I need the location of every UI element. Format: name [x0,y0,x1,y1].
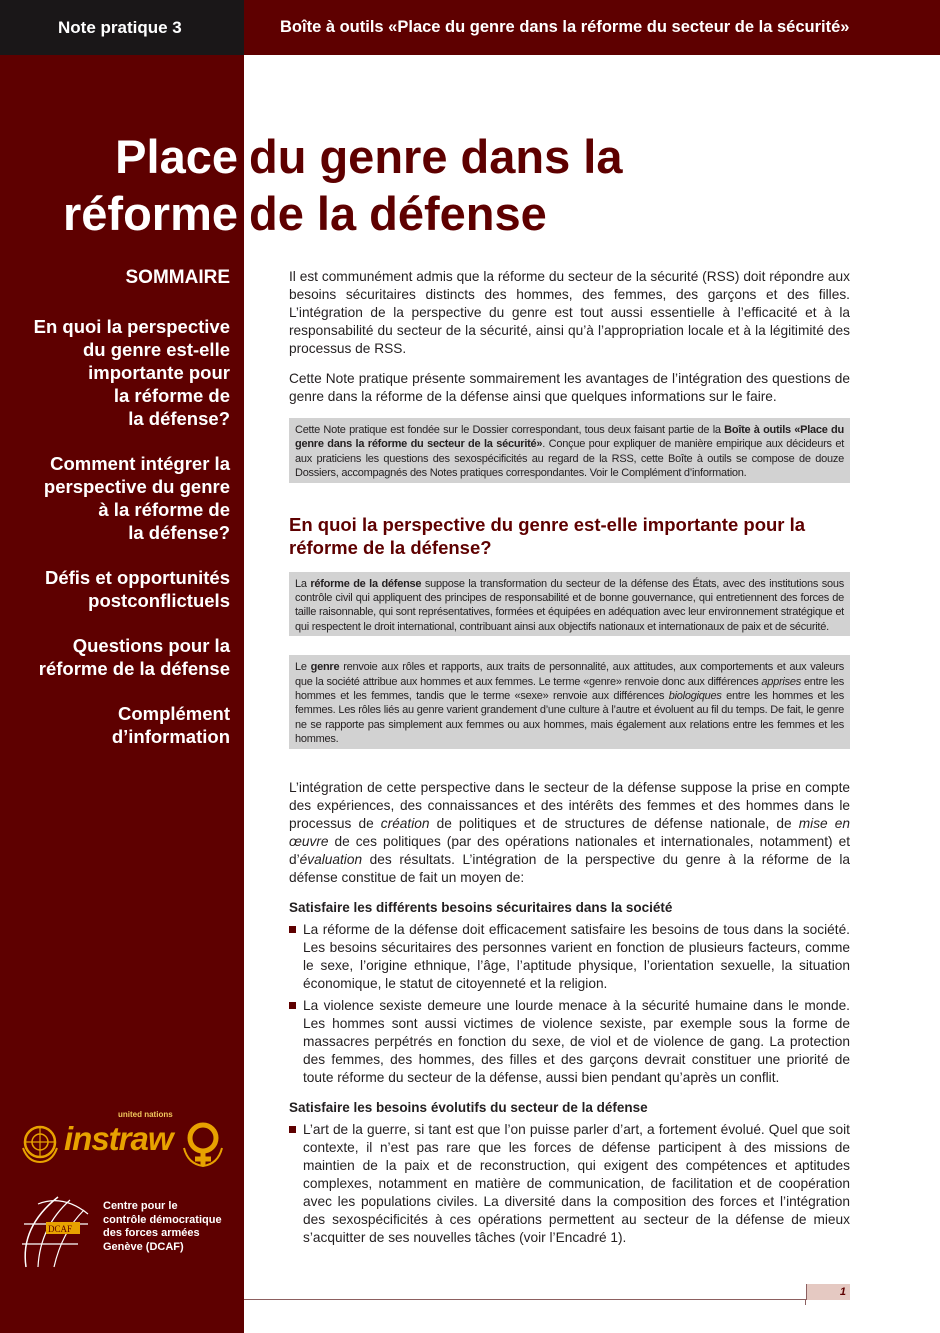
subheading-security-needs: Satisfaire les différents besoins sécuritaires dans la société [289,899,673,915]
main-content [289,268,850,1251]
toc-item-integration[interactable]: Comment intégrer la perspective du genre à la réforme de la défense? [43,453,230,543]
toc-item-challenges[interactable]: Défis et opportunités postconflictuels [44,567,230,611]
dcaf-globe-icon [18,1192,98,1272]
section-heading-importance: En quoi la perspective du genre est-elle importante pour la réforme de la défense? [289,513,806,558]
page-title-right [249,128,622,242]
toc-item-questions[interactable]: Questions pour la réforme de la défense [38,635,230,679]
bullet-square-icon [289,1002,296,1009]
page-number: 1 [806,1284,850,1300]
dcaf-name: Centre pour le contrôle démocratique des forces armées Genève (DCAF) [103,1200,222,1253]
list-item: La violence sexiste demeure une lourde menace à la sécurité humaine dans le monde. Les hommes sont aussi victimes de violence sexiste, par exemple sous la forme de massacres perpétrés en fonction du sexe, de viol et de violence de gang. La protection des femmes, des hommes, des filles et des garçons devrait constituer une priorité de toute réforme du secteur de la défense, aussi bien pendant qu’après un conflit. [289,997,850,1087]
definition-gender-box: Le genre renvoie aux rôles et rapports, aux traits de personnalité, aux attitudes, aux comportements et aux valeurs que la société attribue aux hommes et aux femmes. Le terme «genre» renvoie donc aux différences apprises entre les hommes et les femmes, tandis que le terme «sexe» renvoie aux différences biologiques entre les hommes et les femmes. Les rôles liés au genre varient grandement d’une culture à l’autre et évoluent au fil du temps. De fait, le genre ne se rapporte pas simplement aux femmes ou aux hommes, mais également aux relations entre les femmes et les hommes. [289,655,850,748]
subheading-evolving-needs: Satisfaire les besoins évolutifs du secteur de la défense [289,1099,648,1115]
instraw-logo [20,1110,225,1170]
note-label: Note pratique 3 [0,0,244,55]
footer-rule [244,1299,850,1300]
title-word-place: Place [115,130,238,183]
toc-heading: SOMMAIRE [125,267,230,288]
intro-paragraph-2: Cette Note pratique présente sommairement les avantages de l’intégration des questions de genre dans la réforme de la défense ainsi que quelques informations sur le faire. [289,371,850,404]
title-line-1: du genre dans la [249,130,623,183]
toolkit-note-box: Cette Note pratique est fondée sur le Dossier correspondant, tous deux faisant partie de la Boîte à outils «Place du genre dans la réforme du secteur de la sécurité». Conçue pour expliquer de manière empirique aux décideurs et aux praticiens les questions des sexospécificités au regard de la RSS, cette Boîte à outils se compose de douze Dossiers, accompagnés des Notes pratiques correspondantes. Voir le Complément d’information. [289,418,850,483]
dcaf-acronym: DCAF [48,1224,73,1234]
instraw-small-label: united nations [118,1110,173,1119]
intro-paragraph-1: Il est communément admis que la réforme du secteur de la sécurité (RSS) doit répondre aux besoins sécuritaires distincts des hommes, des femmes, des garçons et des filles. L’intégration de la perspective du genre est tout aussi essentielle à l’efficacité et à la responsabilité du secteur de la sécurité, ainsi qu’à l’appropriation locale et à la légitimité des processus de RSS. [289,269,850,356]
table-of-contents [0,266,230,770]
toc-item-further-info[interactable]: Complément d’information [111,703,230,747]
instraw-wordmark: instraw [64,1120,173,1157]
title-word-reforme: réforme [62,187,238,240]
toolkit-title: Boîte à outils «Place du genre dans la réforme du secteur de la sécurité» [244,0,940,55]
page-title-left [63,128,238,242]
title-line-2: de la défense [249,187,547,240]
definition-defence-reform-box: La réforme de la défense suppose la transformation du secteur de la défense des États, avec des institutions sous contrôle civil qui appliquent des principes de responsabilité et de bonne gouvernance, qui entretiennent des forces de taille raisonnable, qui sont représentatives, formées et équipées en adéquation avec leur environnement stratégique et qui respectent le droit international, contribuant ainsi aux objectifs nationaux et internationaux de paix et de sécurité. [289,572,850,637]
body-paragraph: L’intégration de cette perspective dans le secteur de la défense suppose la prise en compte des expériences, des connaissances et des intérêts des femmes et des hommes dans le processus de création de politiques et de structures de défense nationale, de mise en œuvre de ces politiques (par des opérations nationales et internationales, notamment) et d’évaluation des résultats. L’intégration de la perspective du genre à la réforme de la défense constitue de fait un moyen de: [289,779,850,885]
bullet-square-icon [289,926,296,933]
dcaf-logo [18,1192,233,1272]
toc-item-importance[interactable]: En quoi la perspective du genre est-elle importante pour la réforme de la défense? [33,316,230,429]
list-item: La réforme de la défense doit efficacement satisfaire les besoins de tous dans la société. Les besoins sécuritaires des personnes varient en fonction de plusieurs facteurs, comme le sexe, l’origine ethnique, l’âge, l’aptitude physique, l’orientation sexuelle, la situation économique, le statut de citoyenneté et la religion. [289,921,850,993]
bullet-square-icon [289,1126,296,1133]
list-item: L’art de la guerre, si tant est que l’on puisse parler d’art, a fortement évolué. Quel que soit contexte, il n’est pas rare que les forces de défense participent à des missions de maintien de la paix et de reconstruction, qui exigent des compétences et aptitudes complexes, notamment en matière de communication, de facilitation et de coopération avec les populations civiles. La diversité dans la composition des forces et l’intégration des sexospécificités à ces opérations permettent au secteur de la défense de mieux s’acquitter de ses nouvelles tâches (voir l’Encadré 1). [289,1121,850,1247]
